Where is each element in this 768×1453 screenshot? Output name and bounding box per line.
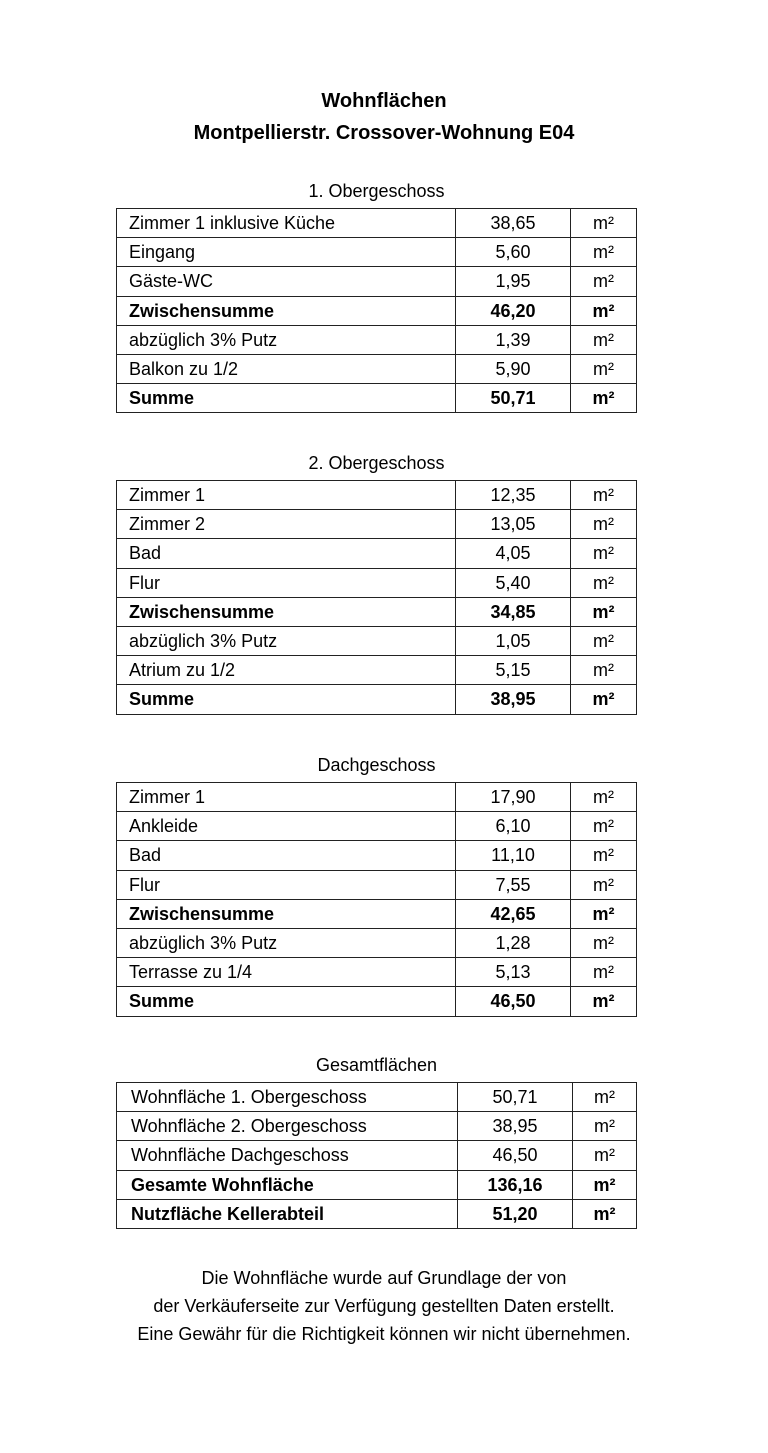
row-value: 7,55	[456, 870, 571, 899]
row-value: 6,10	[456, 812, 571, 841]
area-table	[116, 208, 637, 413]
row-unit: m²	[571, 685, 637, 714]
disclaimer-line: Die Wohnfläche wurde auf Grundlage der von	[201, 1268, 567, 1288]
table-row	[117, 325, 637, 354]
row-label: Zwischensumme	[117, 296, 456, 325]
row-label: Ankleide	[117, 812, 456, 841]
row-label: Wohnfläche Dachgeschoss	[117, 1141, 458, 1170]
row-unit: m²	[571, 238, 637, 267]
area-table	[116, 782, 637, 1017]
area-table	[116, 1082, 637, 1229]
row-label: Summe	[117, 384, 456, 413]
row-value: 5,13	[456, 958, 571, 987]
section-heading: 1. Obergeschoss	[308, 181, 445, 201]
row-label: Bad	[117, 539, 456, 568]
row-unit: m²	[573, 1141, 637, 1170]
table-row	[117, 1112, 637, 1141]
table-row	[117, 568, 637, 597]
disclaimer-line: Eine Gewähr für die Richtigkeit können wir nicht übernehmen.	[137, 1324, 631, 1344]
row-value: 5,40	[456, 568, 571, 597]
row-label: Summe	[117, 987, 456, 1016]
row-value: 46,20	[456, 296, 571, 325]
table-row	[117, 812, 637, 841]
row-value: 38,95	[458, 1112, 573, 1141]
row-value: 13,05	[456, 510, 571, 539]
row-label: Flur	[117, 568, 456, 597]
row-label: Gesamte Wohnfläche	[117, 1170, 458, 1199]
row-unit: m²	[571, 626, 637, 655]
disclaimer-line: der Verkäuferseite zur Verfügung gestellten Daten erstellt.	[153, 1296, 615, 1316]
row-value: 5,60	[456, 238, 571, 267]
row-label: Balkon zu 1/2	[117, 354, 456, 383]
row-value: 50,71	[456, 384, 571, 413]
row-unit: m²	[571, 510, 637, 539]
section-heading: Gesamtflächen	[315, 1055, 438, 1075]
row-label: abzüglich 3% Putz	[117, 928, 456, 957]
row-unit: m²	[573, 1083, 637, 1112]
section-heading: 2. Obergeschoss	[308, 453, 445, 473]
row-unit: m²	[571, 296, 637, 325]
row-unit: m²	[571, 267, 637, 296]
section-heading: Dachgeschoss	[317, 755, 436, 775]
table-row	[117, 384, 637, 413]
row-value: 5,15	[456, 656, 571, 685]
row-unit: m²	[571, 209, 637, 238]
row-value: 38,95	[456, 685, 571, 714]
document-title: Wohnflächen	[321, 90, 447, 112]
table-row	[117, 597, 637, 626]
row-label: Atrium zu 1/2	[117, 656, 456, 685]
table-row	[117, 238, 637, 267]
disclaimer	[0, 1264, 768, 1348]
row-unit: m²	[571, 870, 637, 899]
row-value: 1,39	[456, 325, 571, 354]
row-value: 5,90	[456, 354, 571, 383]
row-unit: m²	[571, 481, 637, 510]
row-label: Gäste-WC	[117, 267, 456, 296]
row-unit: m²	[571, 841, 637, 870]
table-row	[117, 928, 637, 957]
row-label: Terrasse zu 1/4	[117, 958, 456, 987]
row-label: Nutzfläche Kellerabteil	[117, 1199, 458, 1228]
row-label: Summe	[117, 685, 456, 714]
row-value: 11,10	[456, 841, 571, 870]
row-value: 34,85	[456, 597, 571, 626]
row-label: Flur	[117, 870, 456, 899]
row-unit: m²	[571, 568, 637, 597]
row-value: 17,90	[456, 783, 571, 812]
table-row	[117, 987, 637, 1016]
row-unit: m²	[571, 325, 637, 354]
row-label: Zwischensumme	[117, 899, 456, 928]
row-label: Wohnfläche 2. Obergeschoss	[117, 1112, 458, 1141]
row-value: 4,05	[456, 539, 571, 568]
row-unit: m²	[571, 597, 637, 626]
row-value: 136,16	[458, 1170, 573, 1199]
table-row	[117, 870, 637, 899]
row-label: Eingang	[117, 238, 456, 267]
row-unit: m²	[571, 783, 637, 812]
row-label: Zwischensumme	[117, 597, 456, 626]
table-row	[117, 626, 637, 655]
row-unit: m²	[571, 928, 637, 957]
table-row	[117, 841, 637, 870]
row-label: Zimmer 1	[117, 481, 456, 510]
row-value: 1,05	[456, 626, 571, 655]
table-row	[117, 539, 637, 568]
table-row	[117, 1083, 637, 1112]
row-unit: m²	[571, 958, 637, 987]
table-row	[117, 354, 637, 383]
row-value: 51,20	[458, 1199, 573, 1228]
document-subtitle: Montpellierstr. Crossover-Wohnung E04	[193, 122, 575, 144]
row-label: Zimmer 1 inklusive Küche	[117, 209, 456, 238]
table-row	[117, 296, 637, 325]
row-value: 42,65	[456, 899, 571, 928]
row-unit: m²	[571, 812, 637, 841]
table-row	[117, 267, 637, 296]
table-row	[117, 685, 637, 714]
row-value: 46,50	[458, 1141, 573, 1170]
row-unit: m²	[571, 656, 637, 685]
table-row	[117, 656, 637, 685]
table-row	[117, 1170, 637, 1199]
row-value: 1,28	[456, 928, 571, 957]
table-row	[117, 1141, 637, 1170]
table-row	[117, 481, 637, 510]
row-unit: m²	[571, 384, 637, 413]
row-unit: m²	[573, 1199, 637, 1228]
table-row	[117, 510, 637, 539]
row-value: 50,71	[458, 1083, 573, 1112]
row-label: Zimmer 1	[117, 783, 456, 812]
table-row	[117, 209, 637, 238]
row-label: Wohnfläche 1. Obergeschoss	[117, 1083, 458, 1112]
table-row	[117, 1199, 637, 1228]
row-unit: m²	[571, 987, 637, 1016]
row-label: Bad	[117, 841, 456, 870]
row-unit: m²	[573, 1112, 637, 1141]
table-row	[117, 899, 637, 928]
row-label: abzüglich 3% Putz	[117, 325, 456, 354]
row-unit: m²	[571, 899, 637, 928]
row-value: 12,35	[456, 481, 571, 510]
row-unit: m²	[573, 1170, 637, 1199]
row-label: abzüglich 3% Putz	[117, 626, 456, 655]
area-table	[116, 480, 637, 715]
table-row	[117, 783, 637, 812]
row-unit: m²	[571, 354, 637, 383]
row-unit: m²	[571, 539, 637, 568]
row-label: Zimmer 2	[117, 510, 456, 539]
row-value: 1,95	[456, 267, 571, 296]
table-row	[117, 958, 637, 987]
row-value: 46,50	[456, 987, 571, 1016]
row-value: 38,65	[456, 209, 571, 238]
